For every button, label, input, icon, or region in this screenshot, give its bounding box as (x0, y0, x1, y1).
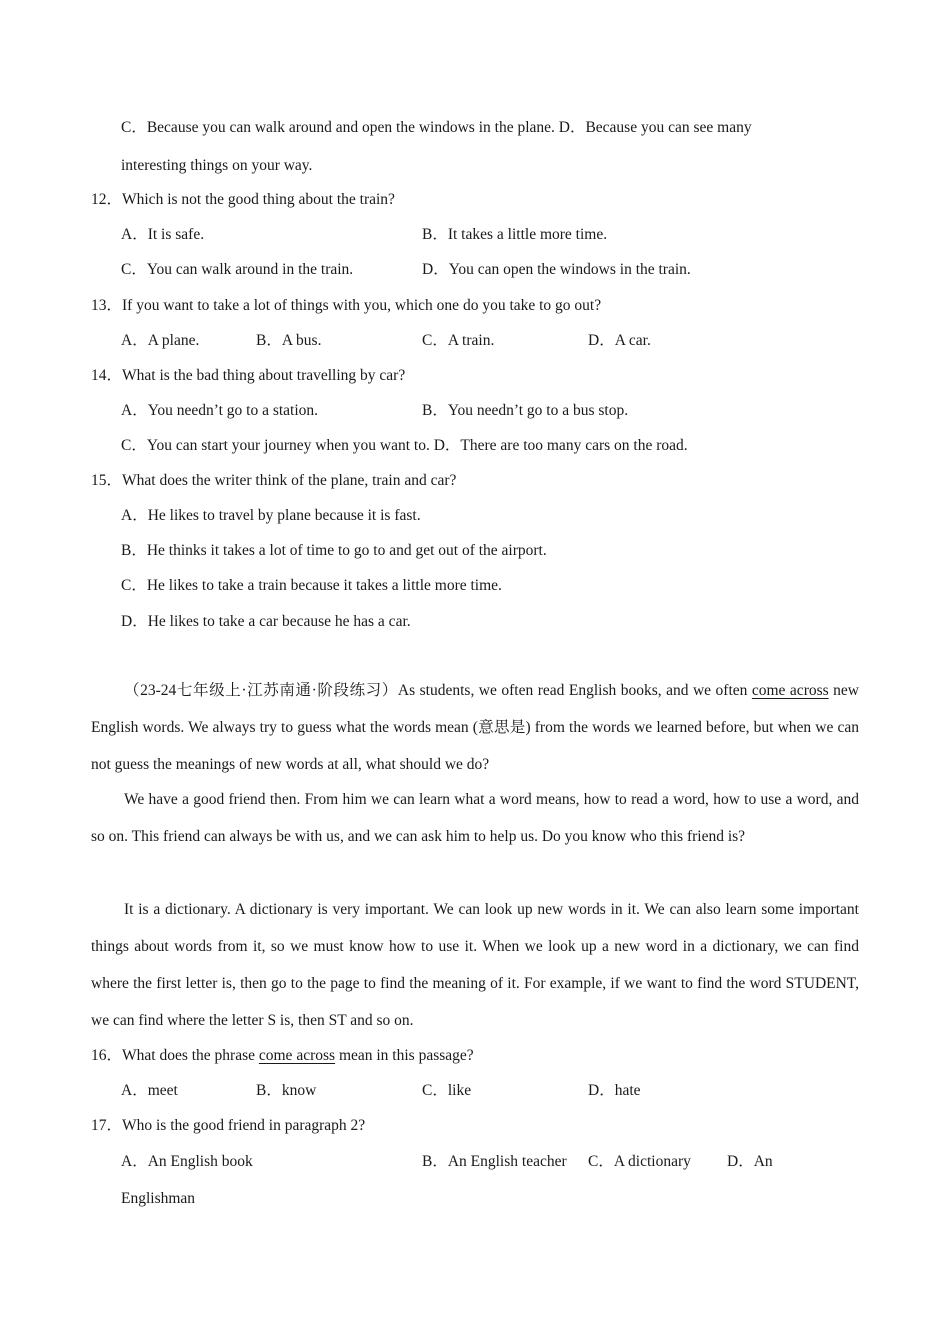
q13-option-b: B．A bus. (256, 332, 322, 349)
q16-stem-phrase: come across (258, 1047, 336, 1064)
q17-option-a: A．An English book (121, 1153, 253, 1170)
q13-stem: 13．If you want to take a lot of things with you, which one do you take to go out? (91, 297, 602, 314)
passage-p1-end: new English words. We always try to guess what the words mean (意思是) from the words we learned before, but when we can not guess the meanings of new words at all, what should we do? (91, 682, 859, 773)
q16-option-d: D．hate (588, 1082, 641, 1099)
q16-option-a: A．meet (121, 1082, 178, 1099)
q16-option-c: C．like (422, 1082, 472, 1099)
q17-option-d-continued: Englishman (121, 1190, 196, 1207)
passage-paragraph-3: It is a dictionary. A dictionary is very important. We can look up new words in it. We can also learn some important things about words from it, so we must know how to use it. When we look up a new word in a dictionary, we can find where the first letter is, then go to the page to find the meaning of it. For example, if we want to find the word STUDENT, we can find where the letter S is, then ST and so on. (91, 901, 859, 1029)
q16-stem (91, 1046, 474, 1066)
q13-option-a: A．A plane. (121, 332, 200, 349)
q12-option-a: A．It is safe. (121, 226, 205, 243)
q17-stem: 17．Who is the good friend in paragraph 2? (91, 1117, 366, 1134)
q11-option-cd: C．Because you can walk around and open the windows in the plane. D．Because you can see many (121, 119, 752, 136)
q15-option-a: A．He likes to travel by plane because it is fast. (121, 507, 421, 524)
passage-paragraph-1 (91, 672, 859, 783)
q17-option-d: D．An (727, 1153, 773, 1170)
q11-option-d-continued: interesting things on your way. (121, 157, 313, 174)
q15-option-b: B．He thinks it takes a lot of time to go to and get out of the airport. (121, 542, 547, 559)
passage-source: （23-24七年级上·江苏南通·阶段练习） (124, 682, 398, 699)
q13-option-d: D．A car. (588, 332, 651, 349)
q14-option-a: A．You needn’t go to a station. (121, 402, 319, 419)
q13-option-c: C．A train. (422, 332, 495, 349)
q16-option-b: B．know (256, 1082, 317, 1099)
passage-p1-start: As students, we often read English books, and we often (397, 682, 752, 699)
passage-paragraph-2: We have a good friend then. From him we can learn what a word means, how to read a word, how to use a word, and so on. This friend can always be with us, and we can ask him to help us. Do you know who this friend is? (91, 791, 859, 845)
q17-option-c: C．A dictionary (588, 1153, 691, 1170)
q12-option-c: C．You can walk around in the train. (121, 261, 354, 278)
q12-option-b: B．It takes a little more time. (422, 226, 608, 243)
q17-option-b: B．An English teacher (422, 1153, 567, 1170)
q15-option-d: D．He likes to take a car because he has a car. (121, 613, 411, 630)
q15-stem: 15．What does the writer think of the plane, train and car? (91, 472, 457, 489)
q14-option-b: B．You needn’t go to a bus stop. (422, 402, 629, 419)
q14-stem: 14．What is the bad thing about travelling by car? (91, 367, 406, 384)
q12-option-d: D．You can open the windows in the train. (422, 261, 691, 278)
q14-option-cd: C．You can start your journey when you want to. D．There are too many cars on the road. (121, 437, 688, 454)
q12-stem: 12．Which is not the good thing about the train? (91, 191, 395, 208)
passage-underlined-phrase: come across (751, 682, 829, 699)
q16-stem-start: 16．What does the phrase (91, 1047, 259, 1064)
q15-option-c: C．He likes to take a train because it takes a little more time. (121, 577, 502, 594)
q16-stem-end: mean in this passage? (335, 1047, 474, 1064)
